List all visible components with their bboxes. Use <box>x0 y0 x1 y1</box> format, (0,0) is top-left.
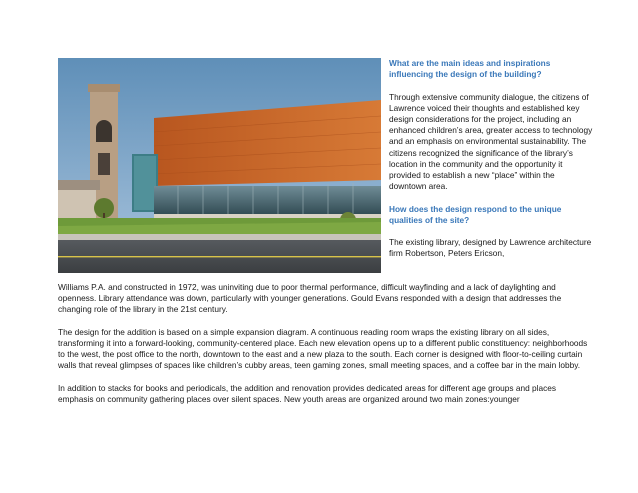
full-width-text <box>58 282 590 405</box>
body-paragraph: Williams P.A. and constructed in 1972, was uninviting due to poor thermal performance, difficult wayfinding and a lack of daylighting and openness. Library attendance was down, particularly with younger generations. Gould Evans responded with a design that addresses the changing role of the library in the 21st century. <box>58 282 562 315</box>
question-heading: How does the design respond to the unique qualities of the site? <box>389 203 562 225</box>
answer-paragraph: Through extensive community dialogue, the citizens of Lawrence voiced their thoughts and established key design considerations for the project, including an enhanced children’s area, greater access to technology and an emphasis on environmental sustainability. The citizens recognized the significance of the library’s location in the community and the opportunity it provided to establish a new “place” within the downtown area. <box>389 91 593 192</box>
body-paragraph: In addition to stacks for books and periodicals, the addition and renovation provides dedicated areas for different age groups and places emphasis on community gathering places over silent spaces. New youth areas are organized around two main zones:younger <box>58 382 556 404</box>
sidebar-text-column <box>389 58 594 260</box>
answer-paragraph-start: The existing library, designed by Lawrence architecture firm Robertson, Peters Ericson, <box>389 237 592 259</box>
library-photo <box>58 58 381 273</box>
question-heading: What are the main ideas and inspirations influencing the design of the building? <box>389 58 551 80</box>
body-paragraph: The design for the addition is based on a simple expansion diagram. A continuous reading room wraps the existing library on all sides, transforming it into a forward-looking, community-centered place. Each new elevation opens up to a different public constituency: neighborhoods to the west, the post office to the north, downtown to the east and a new plaza to the south. Each corner is designed with floor-to-ceiling curtain walls that reveal glimpses of spaces like children’s cubby areas, teen gaming zones, small meeting spaces, and a coffee bar in the main lobby. <box>58 326 588 371</box>
